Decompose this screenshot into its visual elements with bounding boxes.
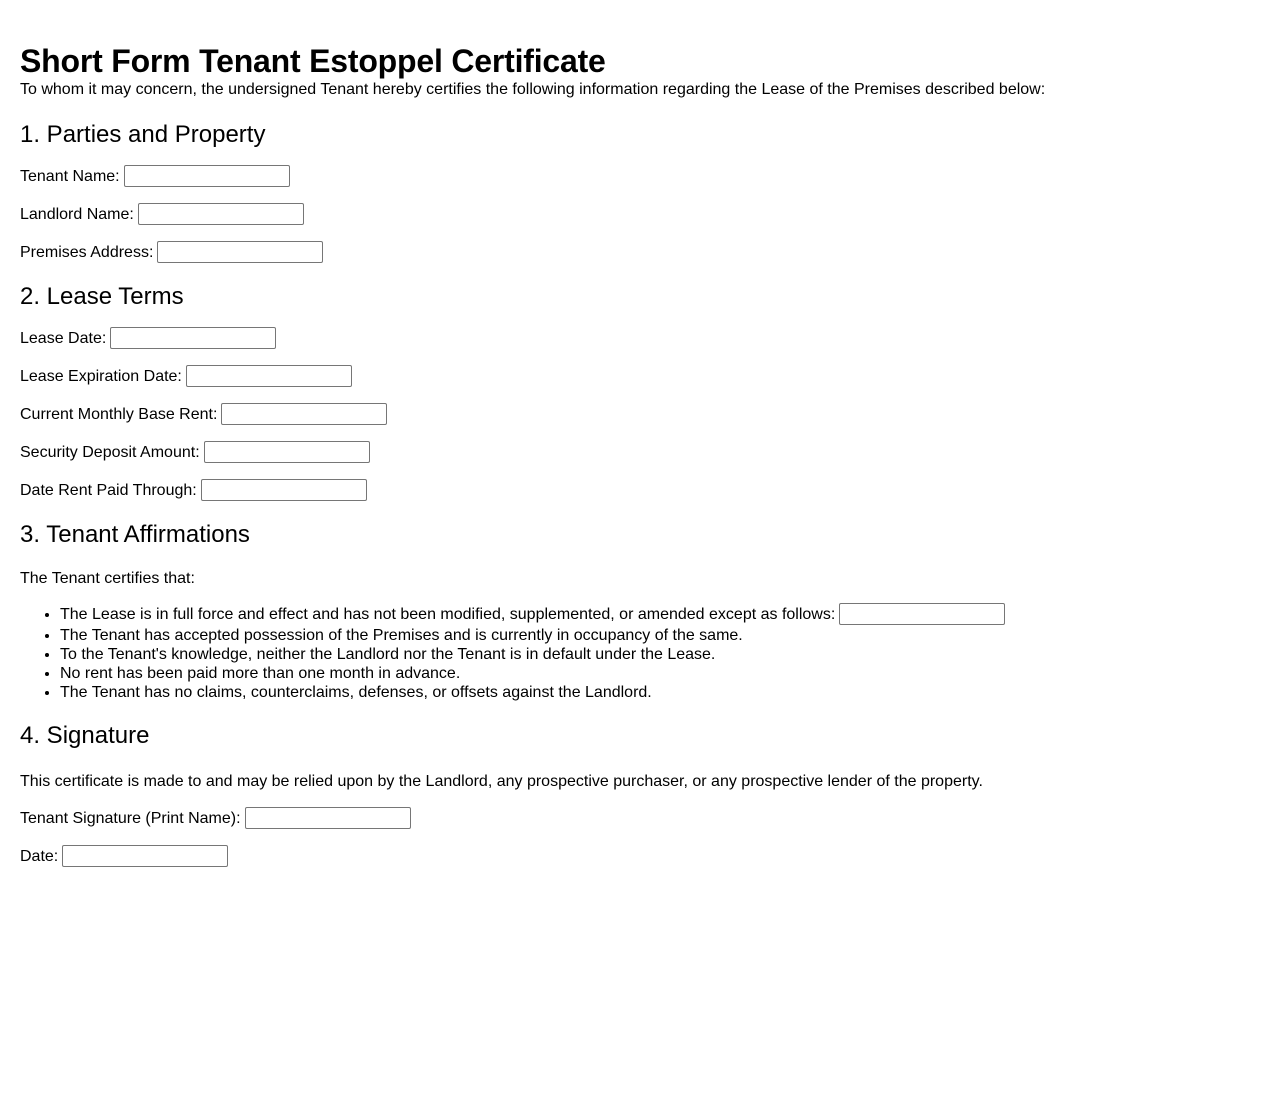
intro-text: To whom it may concern, the undersigned Tenant hereby certifies the following information regarding the Lease of the Premises described below: (20, 81, 1046, 98)
signature-date-label: Date: (20, 847, 59, 865)
lease-expiration-row (20, 365, 1242, 387)
tenant-name-input[interactable] (124, 165, 290, 187)
landlord-name-input[interactable] (138, 203, 304, 225)
signature-date-input[interactable] (62, 845, 228, 867)
rent-paid-through-input[interactable] (201, 479, 367, 501)
amendments-input[interactable] (839, 603, 1005, 625)
section-heading-parties: 1. Parties and Property (20, 121, 266, 148)
tenant-signature-row (20, 807, 1242, 829)
affirmations-lead: The Tenant certifies that: (20, 570, 195, 587)
lease-expiration-input[interactable] (186, 365, 352, 387)
lease-date-row (20, 327, 1242, 349)
list-item (60, 683, 1242, 702)
rent-paid-through-row (20, 479, 1242, 501)
list-item (60, 604, 1242, 626)
tenant-signature-label: Tenant Signature (Print Name): (20, 809, 241, 827)
security-deposit-input[interactable] (204, 441, 370, 463)
tenant-name-label: Tenant Name: (20, 167, 120, 185)
premises-address-row (20, 241, 1242, 263)
signature-date-row (20, 845, 1242, 867)
lease-expiration-label: Lease Expiration Date: (20, 367, 182, 385)
security-deposit-row (20, 441, 1242, 463)
landlord-name-label: Landlord Name: (20, 205, 134, 223)
premises-address-label: Premises Address: (20, 243, 154, 261)
monthly-rent-label: Current Monthly Base Rent: (20, 405, 218, 423)
affirmations-list (20, 604, 1242, 702)
affirmation-text: No rent has been paid more than one month in advance. (60, 665, 461, 682)
monthly-rent-input[interactable] (221, 403, 387, 425)
lease-date-input[interactable] (110, 327, 276, 349)
affirmation-text: The Tenant has no claims, counterclaims, defenses, or offsets against the Landlord. (60, 684, 652, 701)
list-item (60, 645, 1242, 664)
affirmation-text: The Tenant has accepted possession of the Premises and is currently in occupancy of the same. (60, 627, 743, 644)
monthly-rent-row (20, 403, 1242, 425)
landlord-name-row (20, 203, 1242, 225)
tenant-name-row (20, 165, 1242, 187)
section-heading-lease-terms: 2. Lease Terms (20, 283, 184, 310)
rent-paid-through-label: Date Rent Paid Through: (20, 481, 197, 499)
affirmation-text: To the Tenant's knowledge, neither the Landlord nor the Tenant is in default under the Lease. (60, 646, 716, 663)
premises-address-input[interactable] (157, 241, 323, 263)
list-item (60, 664, 1242, 683)
list-item (60, 626, 1242, 645)
tenant-signature-input[interactable] (245, 807, 411, 829)
affirmation-text: The Lease is in full force and effect and has not been modified, supplemented, or amended except as follows: (60, 606, 836, 624)
page-title: Short Form Tenant Estoppel Certificate (20, 43, 606, 79)
lease-date-label: Lease Date: (20, 329, 107, 347)
signature-reliance-text: This certificate is made to and may be relied upon by the Landlord, any prospective purchaser, or any prospective lender of the property. (20, 773, 983, 790)
section-heading-signature: 4. Signature (20, 722, 150, 749)
section-heading-affirmations: 3. Tenant Affirmations (20, 521, 250, 548)
security-deposit-label: Security Deposit Amount: (20, 443, 200, 461)
